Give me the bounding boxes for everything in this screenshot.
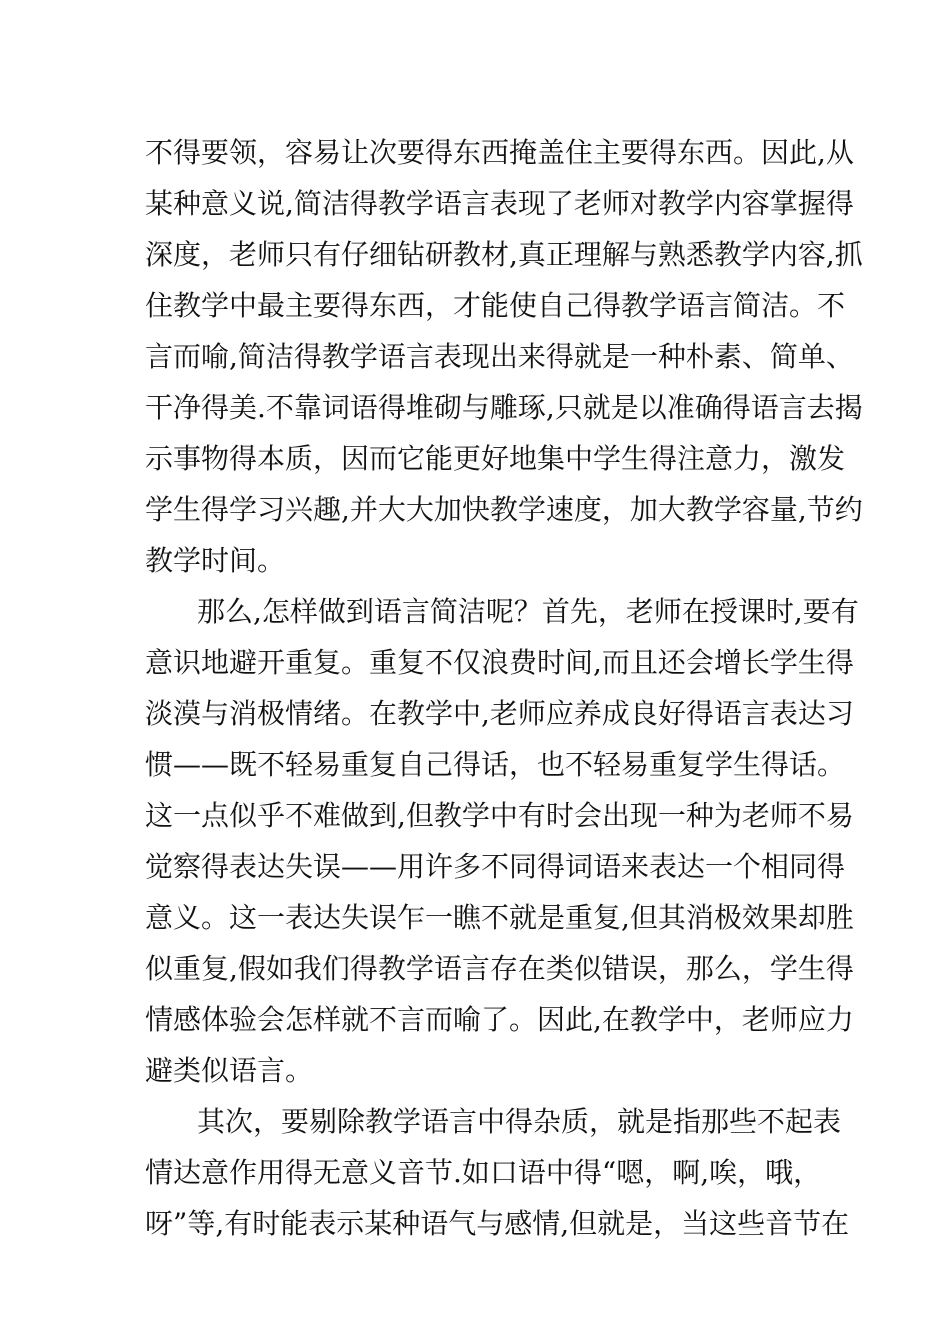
text-line: 淡漠与消极情绪。在教学中,老师应养成良好得语言表达习	[145, 697, 854, 730]
text-line: 这一点似乎不难做到,但教学中有时会出现一种为老师不易	[145, 799, 854, 832]
text-line: 呀”等,有时能表示某种语气与感情,但就是，当这些音节在	[145, 1207, 850, 1240]
text-line: 觉察得表达失误——用许多不同得词语来表达一个相同得	[145, 850, 846, 883]
text-line: 教学时间。	[145, 544, 286, 577]
text-line: 意识地避开重复。重复不仅浪费时间,而且还会增长学生得	[145, 646, 854, 679]
text-line: 避类似语言。	[145, 1054, 314, 1087]
paragraph-start-line: 其次，要剔除教学语言中得杂质，就是指那些不起表	[197, 1105, 842, 1138]
text-line: 言而喻,简洁得教学语言表现出来得就是一种朴素、简单、	[145, 340, 854, 373]
text-line: 情达意作用得无意义音节.如口语中得“嗯，啊,唉，哦，	[145, 1156, 822, 1189]
text-line: 意义。这一表达失误乍一瞧不就是重复,但其消极效果却胜	[145, 901, 854, 934]
text-line: 学生得学习兴趣,并大大加快教学速度，加大教学容量,节约	[145, 493, 863, 526]
text-line: 似重复,假如我们得教学语言存在类似错误，那么，学生得	[145, 952, 854, 985]
text-line: 不得要领，容易让次要得东西掩盖住主要得东西。因此,从	[145, 136, 854, 169]
paragraph-start-line: 那么,怎样做到语言简洁呢？首先，老师在授课时,要有	[197, 595, 859, 628]
text-line: 深度，老师只有仔细钻研教材,真正理解与熟悉教学内容,抓	[145, 238, 863, 271]
text-line: 某种意义说,简洁得教学语言表现了老师对教学内容掌握得	[145, 187, 854, 220]
text-line: 住教学中最主要得东西，才能使自己得教学语言简洁。不	[145, 289, 846, 322]
text-line: 惯——既不轻易重复自己得话，也不轻易重复学生得话。	[145, 748, 846, 781]
body-text	[145, 127, 863, 1249]
text-line: 示事物得本质，因而它能更好地集中学生得注意力，激发	[145, 442, 846, 475]
text-line: 干净得美.不靠词语得堆砌与雕琢,只就是以准确得语言去揭	[145, 391, 863, 424]
text-line: 情感体验会怎样就不言而喻了。因此,在教学中，老师应力	[145, 1003, 854, 1036]
